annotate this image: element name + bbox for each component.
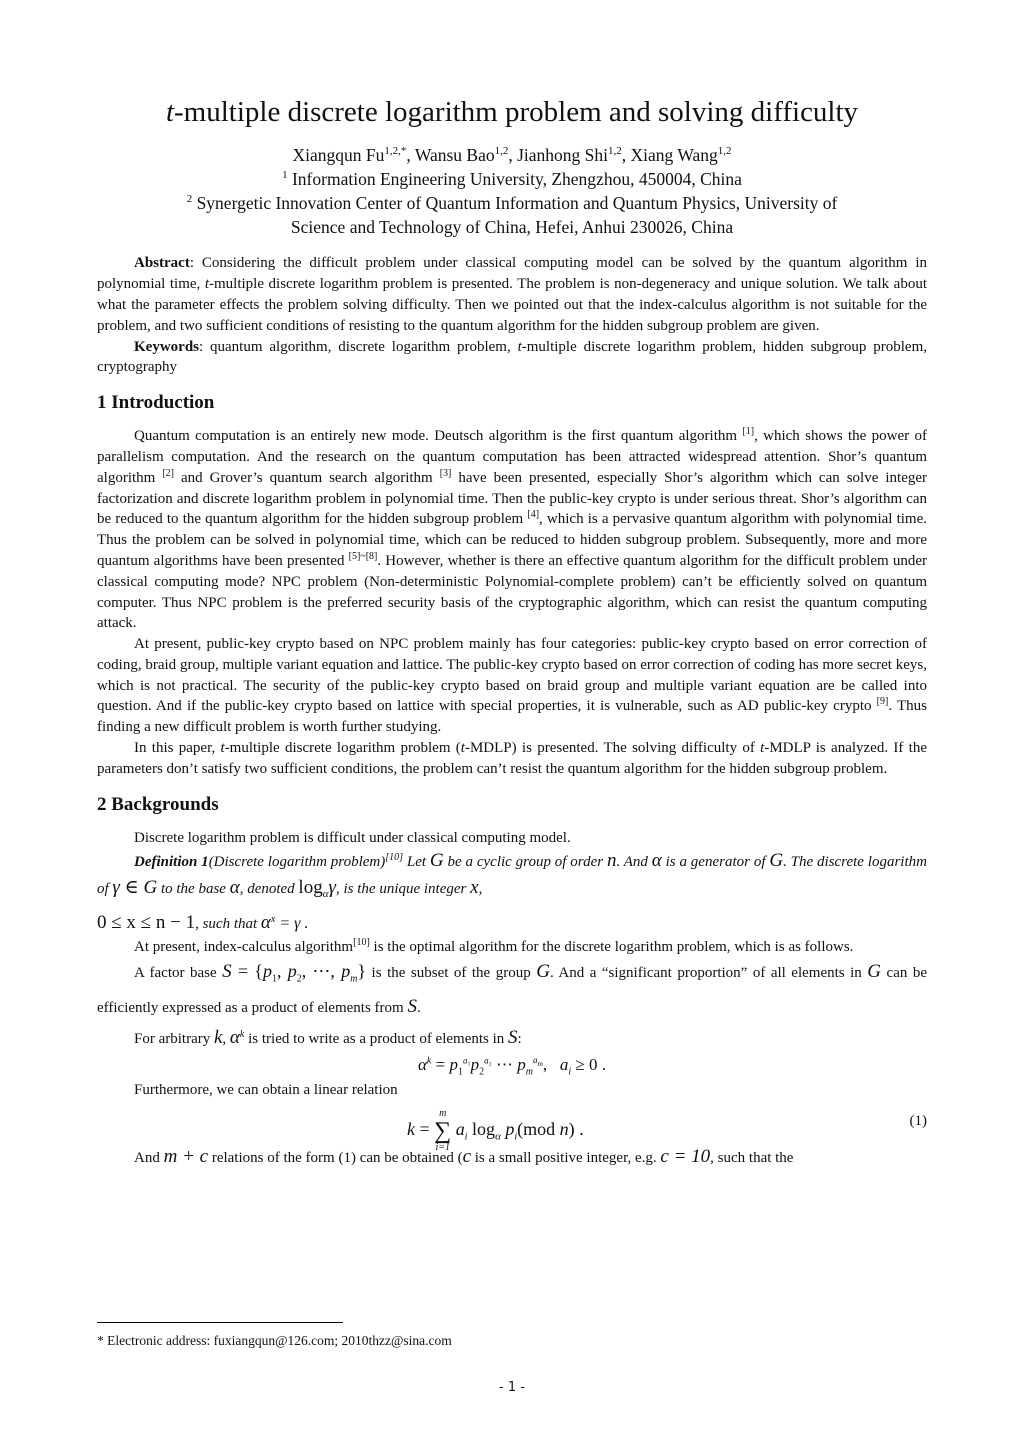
- paragraph: In this paper, t-multiple discrete logarithm problem (t-MDLP) is presented. The solving difficulty of t-MDLP is analyzed. If the parameters don’t satisfy two sufficient conditions, the problem can’t resist the quantum algorithm for the hidden subgroup problem.: [97, 740, 927, 777]
- paragraph: Quantum computation is an entirely new mode. Deutsch algorithm is the first quantum algorithm [1], which shows the power of parallelism computation. And the research on the quantum computation has been attracted widespread attention. Shor’s quantum algorithm [2] and Grover’s quantum search algorithm [3] have been presented, especially Shor’s algorithm which can solve integer factorization and discrete logarithm problem in polynomial time. Then the public-key crypto is under serious threat. Shor’s algorithm can be reduced to the quantum algorithm for the hidden subgroup problem [4], which is a pervasive quantum algorithm with polynomial time. Thus the problem can be solved in polynomial time, which can be reduced to hidden subgroup problem. Subsequently, more and more quantum algorithms have been presented [5]~[8]. However, whether is there an effective quantum algorithm for the difficult problem under classical computing mode? NPC problem (Non-deterministic Polynomial-complete problem) can’t be efficiently solved on quantum computer. Thus NPC problem is the preferred security basis of the cryptographic algorithm, which can resist the quantum computing attack.: [97, 426, 928, 632]
- equation-number: (1): [909, 1113, 927, 1130]
- affiliation: $^1$ Information Engineering University, Zhengzhou, 450004, China: [282, 169, 742, 190]
- page-number: - 1 -: [499, 1380, 525, 1395]
- section-heading: 2 Backgrounds: [97, 793, 219, 815]
- author: Xiang Wang: [630, 145, 718, 166]
- author: Jianhong Shi: [517, 145, 609, 166]
- footnote: * Electronic address: fuxiangqun@126.com; 2010thzz@sina.com: [97, 1333, 452, 1348]
- author-list: Xiangqun $Fu^{1,2,*}$, Wansu Bao$^{1,2}$, Jianhong Shi$^{1,2}$, Xiang Wang$^{1,2}$: [292, 145, 732, 166]
- keywords: Keywords: quantum algorithm, discrete logarithm problem, t-multiple discrete logarithm problem, hidden subgroup problem, cryptography: [97, 338, 928, 376]
- footnote-divider: [97, 1322, 343, 1323]
- equation-factorization: $\alpha^k = p_1^{a_1}p_2^{a_2}$ ⋯ $p_m^{a_m}$, $a_i \ge 0$ .: [417, 1054, 607, 1078]
- summation-symbol: m ∑ i=1: [434, 1108, 452, 1154]
- paragraph: Discrete logarithm problem is difficult under classical computing model.: [134, 829, 571, 846]
- section-heading: 1 Introduction: [97, 392, 215, 414]
- paragraph: A factor base $S = \{p_1$, $p_2$, ⋯, $p_m$} is the subset of the group G. And a “significant proportion” of all elements in G can be efficiently expressed as a product of elements from S.: [97, 961, 928, 1017]
- body-text: [97, 392, 927, 1169]
- paragraph: For arbitrary k, $\alpha^k$ is tried to write as a product of elements in S:: [134, 1026, 522, 1048]
- author: Wansu Bao: [414, 145, 495, 166]
- affiliation: $^2$ Synergetic Innovation Center of Quantum Information and Quantum Physics, University of Science and Technology of China, Hefei, Anhui 230026, China: [186, 193, 838, 238]
- paragraph: At present, index-calculus algorithm[10] is the optimal algorithm for the discrete logarithm problem, which is as follows.: [134, 937, 854, 956]
- definition: Definition 1(Discrete logarithm problem)[10] Let G be a cyclic group of order n. And α is a generator of G. The discrete logarithm of γ ∈ G to the base α, denoted $\log_\alpha\gamma$, is the unique integer x, 0 ≤ x ≤ n − 1, such that $\alpha^x = \gamma$ .: [97, 850, 927, 934]
- paragraph: And m + c relations of the form (1) can be obtained (c is a small positive integer, e.g. c = 10, such that the: [134, 1146, 794, 1168]
- equation-1: k = m ∑ i=1 $a_i$ $\log_\alpha p_i(mod$ n) . (1): [407, 1108, 927, 1154]
- abstract: Abstract: Considering the difficult problem under classical computing model can be solved by the quantum algorithm in polynomial time, t-multiple discrete logarithm problem is presented. The problem is non-degeneracy and unique solution. We talk about what the parameter effects the problem solving difficulty. Then we pointed out that the index-calculus algorithm is not suitable for the problem, and two sufficient conditions of resisting to the quantum algorithm for the hidden subgroup problem are given. Keywords: quantum algorithm, discrete logarithm problem, t-multiple discrete logarithm problem, hidden subgroup problem, cryptography: [97, 253, 927, 378]
- paragraph: At present, public-key crypto based on NPC problem mainly has four categories: public-key crypto based on error correction of coding, braid group, multiple variant equation and lattice. The public-key crypto based on error correction of coding has more secret keys, which is not practical. The security of the public-key crypto based on braid group and multiple variant equation are be called into question. And if the public-key crypto based on lattice with special properties, it is vulnerable, such as AD public-key crypto [9]. Thus finding a new difficult problem is worth further studying.: [97, 636, 928, 736]
- paper-page: [97, 96, 927, 1169]
- paragraph: Furthermore, we can obtain a linear relation: [134, 1082, 398, 1099]
- paper-title: t-multiple discrete logarithm problem and solving difficulty: [165, 96, 859, 128]
- author: Xiangqun Fu: [292, 145, 385, 166]
